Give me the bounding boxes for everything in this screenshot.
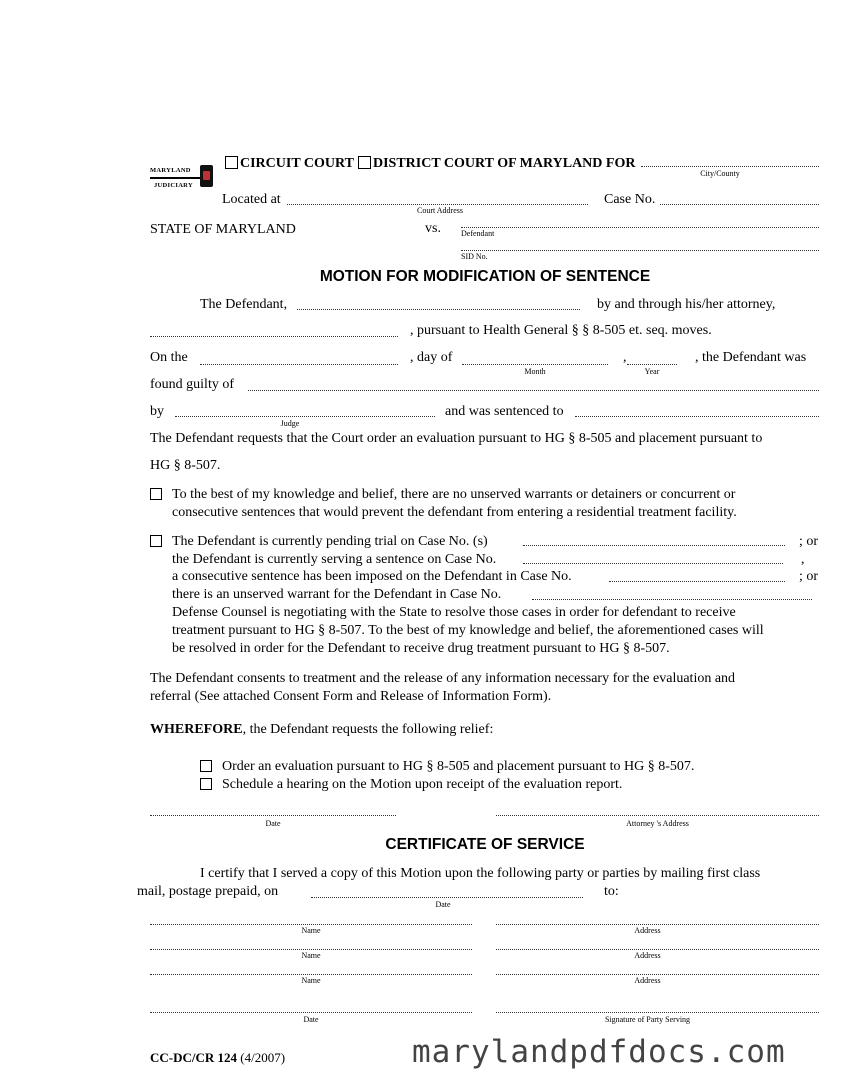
sentenced-label: and was sentenced to <box>445 404 564 419</box>
logo-line2: JUDICIARY <box>154 182 193 189</box>
relief2-label: Schedule a hearing on the Motion upon receipt of the evaluation report. <box>222 777 623 792</box>
page-title: MOTION FOR MODIFICATION OF SENTENCE <box>319 268 651 285</box>
address-caption-2: Address <box>634 951 661 960</box>
sentence-field[interactable] <box>575 416 819 417</box>
form-id-code: CC-DC/CR 124 <box>150 1050 238 1065</box>
address-caption-1: Address <box>634 926 661 935</box>
watermark: marylandpdfdocs.com <box>412 1034 786 1070</box>
option2-line2: the Defendant is currently serving a sentence on Case No. <box>172 552 497 567</box>
signature-caption: Signature of Party Serving <box>604 1015 691 1024</box>
wherefore-text <box>150 721 493 738</box>
option2-line3-end: ; or <box>799 569 819 584</box>
certificate-line2: mail, postage prepaid, on <box>137 884 279 899</box>
no-warrants-checkbox[interactable] <box>150 488 162 500</box>
party-address-field-1[interactable] <box>496 924 819 925</box>
maryland-judiciary-logo <box>150 163 216 191</box>
comma-label: , <box>623 350 627 365</box>
form-id <box>150 1050 285 1066</box>
circuit-court-label: CIRCUIT COURT <box>240 156 354 171</box>
defendant-name-field[interactable] <box>297 309 580 310</box>
wherefore-rest: , the Defendant requests the following relief: <box>242 722 494 737</box>
found-guilty-label: found guilty of <box>150 377 234 392</box>
date-caption-2: Date <box>303 1015 319 1024</box>
service-date-field[interactable] <box>311 897 583 898</box>
form-id-date: (4/2007) <box>240 1050 286 1065</box>
serving-case-no-field[interactable] <box>523 563 783 564</box>
party-name-field-2[interactable] <box>150 949 472 950</box>
party-name-field-3[interactable] <box>150 974 472 975</box>
consent-line1: The Defendant consents to treatment and the release of any information necessary for the evaluation and <box>150 671 736 686</box>
sid-caption: SID No. <box>461 252 488 261</box>
option1-line2: consecutive sentences that would prevent the defendant from entering a residential treatment facility. <box>172 505 737 520</box>
year-caption: Year <box>644 367 660 376</box>
the-defendant-label: The Defendant, <box>200 297 288 312</box>
signature-date-caption: Date <box>265 819 281 828</box>
option2-line1-end: ; or <box>799 534 819 549</box>
year-field[interactable] <box>627 364 677 365</box>
name-caption-2: Name <box>301 951 321 960</box>
option1-line1: To the best of my knowledge and belief, there are no unserved warrants or detainers or concurrent or <box>172 487 736 502</box>
service-sign-date-field[interactable] <box>150 1012 472 1013</box>
wherefore-bold: WHEREFORE <box>150 722 243 737</box>
month-field[interactable] <box>462 364 608 365</box>
order-evaluation-checkbox[interactable] <box>200 760 212 772</box>
case-no-field[interactable] <box>660 204 819 205</box>
defendant-caption: Defendant <box>461 229 495 238</box>
name-caption-3: Name <box>301 976 321 985</box>
court-address-caption: Court Address <box>417 206 463 215</box>
day-field[interactable] <box>200 364 398 365</box>
pending-cases-checkbox[interactable] <box>150 535 162 547</box>
attorney-address-caption: Attorney 's Address <box>626 819 689 828</box>
pending-case-no-field[interactable] <box>523 545 785 546</box>
pursuant-label: , pursuant to Health General § § 8-505 et. seq. moves. <box>410 323 712 338</box>
judge-field[interactable] <box>175 416 435 417</box>
option2-line3: a consecutive sentence has been imposed on the Defendant in Case No. <box>172 569 572 584</box>
district-court-label: DISTRICT COURT OF MARYLAND FOR <box>373 156 636 171</box>
city-county-field[interactable] <box>641 166 819 167</box>
to-label: to: <box>604 884 619 899</box>
option2-line1: The Defendant is currently pending trial on Case No. (s) <box>172 534 488 549</box>
logo-line1: MARYLAND <box>150 167 191 174</box>
city-county-caption: City/County <box>700 169 740 178</box>
name-caption-1: Name <box>301 926 321 935</box>
defendant-field[interactable] <box>461 227 819 228</box>
party-name-field-1[interactable] <box>150 924 472 925</box>
logo-bar <box>150 177 200 179</box>
request-line1: The Defendant requests that the Court order an evaluation pursuant to HG § 8-505 and placement pursuant to <box>150 431 763 446</box>
was-label: , the Defendant was <box>695 350 807 365</box>
party-address-field-3[interactable] <box>496 974 819 975</box>
option2-line7: be resolved in order for the Defendant to receive drug treatment pursuant to HG § 8-507. <box>172 641 670 656</box>
vs-label: vs. <box>425 221 441 236</box>
relief1-label: Order an evaluation pursuant to HG § 8-505 and placement pursuant to HG § 8-507. <box>222 759 695 774</box>
circuit-court-checkbox[interactable] <box>225 156 238 169</box>
signature-date-field[interactable] <box>150 815 396 816</box>
on-the-label: On the <box>150 350 188 365</box>
service-date-caption: Date <box>435 900 451 909</box>
schedule-hearing-checkbox[interactable] <box>200 778 212 790</box>
by-attorney-label: by and through his/her attorney, <box>597 297 776 312</box>
consecutive-case-no-field[interactable] <box>609 581 785 582</box>
warrant-case-no-field[interactable] <box>532 599 812 600</box>
state-label: STATE OF MARYLAND <box>150 222 296 237</box>
certificate-line1: I certify that I served a copy of this Motion upon the following party or parties by mailing first class <box>200 866 761 881</box>
court-address-field[interactable] <box>287 204 588 205</box>
sid-field[interactable] <box>461 250 819 251</box>
certificate-title: CERTIFICATE OF SERVICE <box>385 836 585 853</box>
option2-line2-end: , <box>801 552 805 567</box>
day-of-label: , day of <box>410 350 453 365</box>
party-signature-field[interactable] <box>496 1012 819 1013</box>
attorney-name-field[interactable] <box>150 336 398 337</box>
judiciary-seal-icon <box>200 165 213 187</box>
case-no-label: Case No. <box>604 192 656 207</box>
party-address-field-2[interactable] <box>496 949 819 950</box>
address-caption-3: Address <box>634 976 661 985</box>
request-line2: HG § 8-507. <box>150 458 221 473</box>
option2-line6: treatment pursuant to HG § 8-507. To the best of my knowledge and belief, the aforementioned cases will <box>172 623 764 638</box>
located-at-label: Located at <box>222 192 281 207</box>
district-court-checkbox[interactable] <box>358 156 371 169</box>
by-label: by <box>150 404 164 419</box>
month-caption: Month <box>524 367 546 376</box>
option2-line4: there is an unserved warrant for the Defendant in Case No. <box>172 587 502 602</box>
offense-field[interactable] <box>248 390 819 391</box>
attorney-address-field[interactable] <box>496 815 819 816</box>
judge-caption: Judge <box>280 419 300 428</box>
option2-line5: Defense Counsel is negotiating with the State to resolve those cases in order for defendant to receive <box>172 605 736 620</box>
consent-line2: referral (See attached Consent Form and Release of Information Form). <box>150 689 552 704</box>
